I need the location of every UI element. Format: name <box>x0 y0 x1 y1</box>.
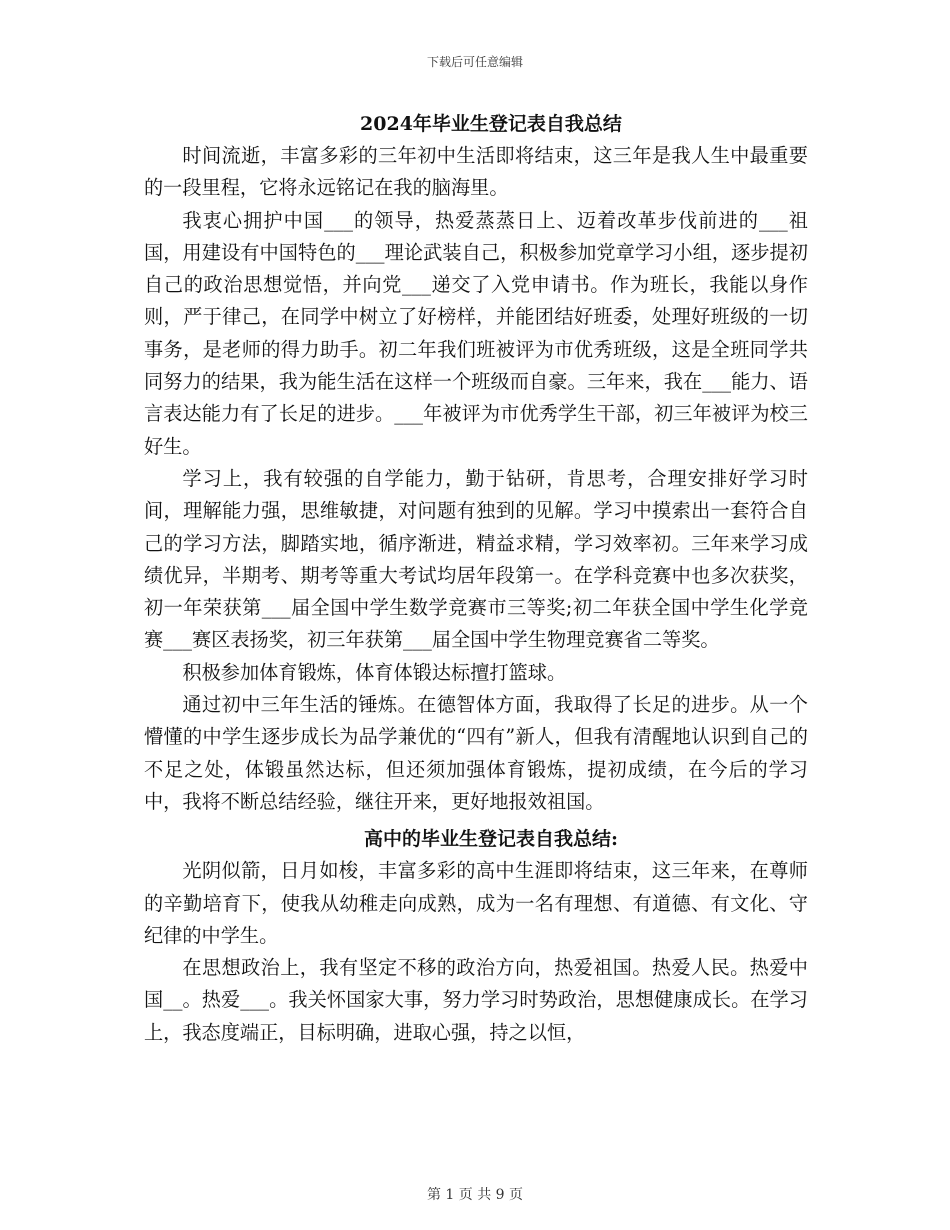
section1-paragraph-1: 时间流逝，丰富多彩的三年初中生活即将结束，这三年是我人生中最重要的一段里程，它将永远铭记在我的脑海里。 <box>144 144 808 200</box>
section1-paragraph-3: 学习上，我有较强的自学能力，勤于钻研，肯思考，合理安排好学习时间，理解能力强，思维敏捷，对问题有独到的见解。学习中摸索出一套符合自己的学习方法，脚踏实地，循序渐进，精益求精，学习效率初。三年来学习成绩优异，半期考、期考等重大考试均居年段第一。在学科竞赛中也多次获奖，初一年荣获第___届全国中学生数学竞赛市三等奖;初二年获全国中学生化学竞赛___赛区表扬奖，初三年获第___届全国中学生物理竞赛省二等奖。 <box>144 466 808 652</box>
page-footer: 第 1 页 共 9 页 <box>426 1187 524 1203</box>
section2-paragraph-1: 光阴似箭，日月如梭，丰富多彩的高中生涯即将结束，这三年来，在尊师的辛勤培育下，使我从幼稚走向成熟，成为一名有理想、有道德、有文化、守纪律的中学生。 <box>144 859 808 947</box>
section1-paragraph-2: 我衷心拥护中国___的领导，热爱蒸蒸日上、迈着改革步伐前进的___祖国，用建设有中国特色的___理论武装自己，积极参加党章学习小组，逐步提初自己的政治思想觉悟，并向党___递交了入党申请书。作为班长，我能以身作则，严于律己，在同学中树立了好榜样，并能团结好班委，处理好班级的一切事务，是老师的得力助手。初二年我们班被评为市优秀班级，这是全班同学共同努力的结果，我为能生活在这样一个班级而自豪。三年来，我在___能力、语言表达能力有了长足的进步。___年被评为市优秀学生干部，初三年被评为校三好生。 <box>144 208 808 458</box>
section1-paragraph-4: 积极参加体育锻炼，体育体锻达标擅打篮球。 <box>182 660 567 684</box>
section1-title: 2024年毕业生登记表自我总结 <box>360 113 622 135</box>
section2-paragraph-2: 在思想政治上，我有坚定不移的政治方向，热爱祖国。热爱人民。热爱中国__。热爱___。我关怀国家大事，努力学习时势政治，思想健康成长。在学习上，我态度端正，目标明确，进取心强，持之以恒， <box>144 956 808 1044</box>
page-header: 下载后可任意编辑 <box>426 55 523 69</box>
section1-paragraph-5: 通过初中三年生活的锤炼。在德智体方面，我取得了长足的进步。从一个懵懂的中学生逐步成长为品学兼优的“四有”新人，但我有清醒地认识到自己的不足之处，体锻虽然达标，但还须加强体育锻炼，提初成绩，在今后的学习中，我将不断总结经验，继往开来，更好地报效祖国。 <box>144 693 808 813</box>
section2-title: 高中的毕业生登记表自我总结: <box>363 828 618 851</box>
document-body <box>144 108 808 1049</box>
